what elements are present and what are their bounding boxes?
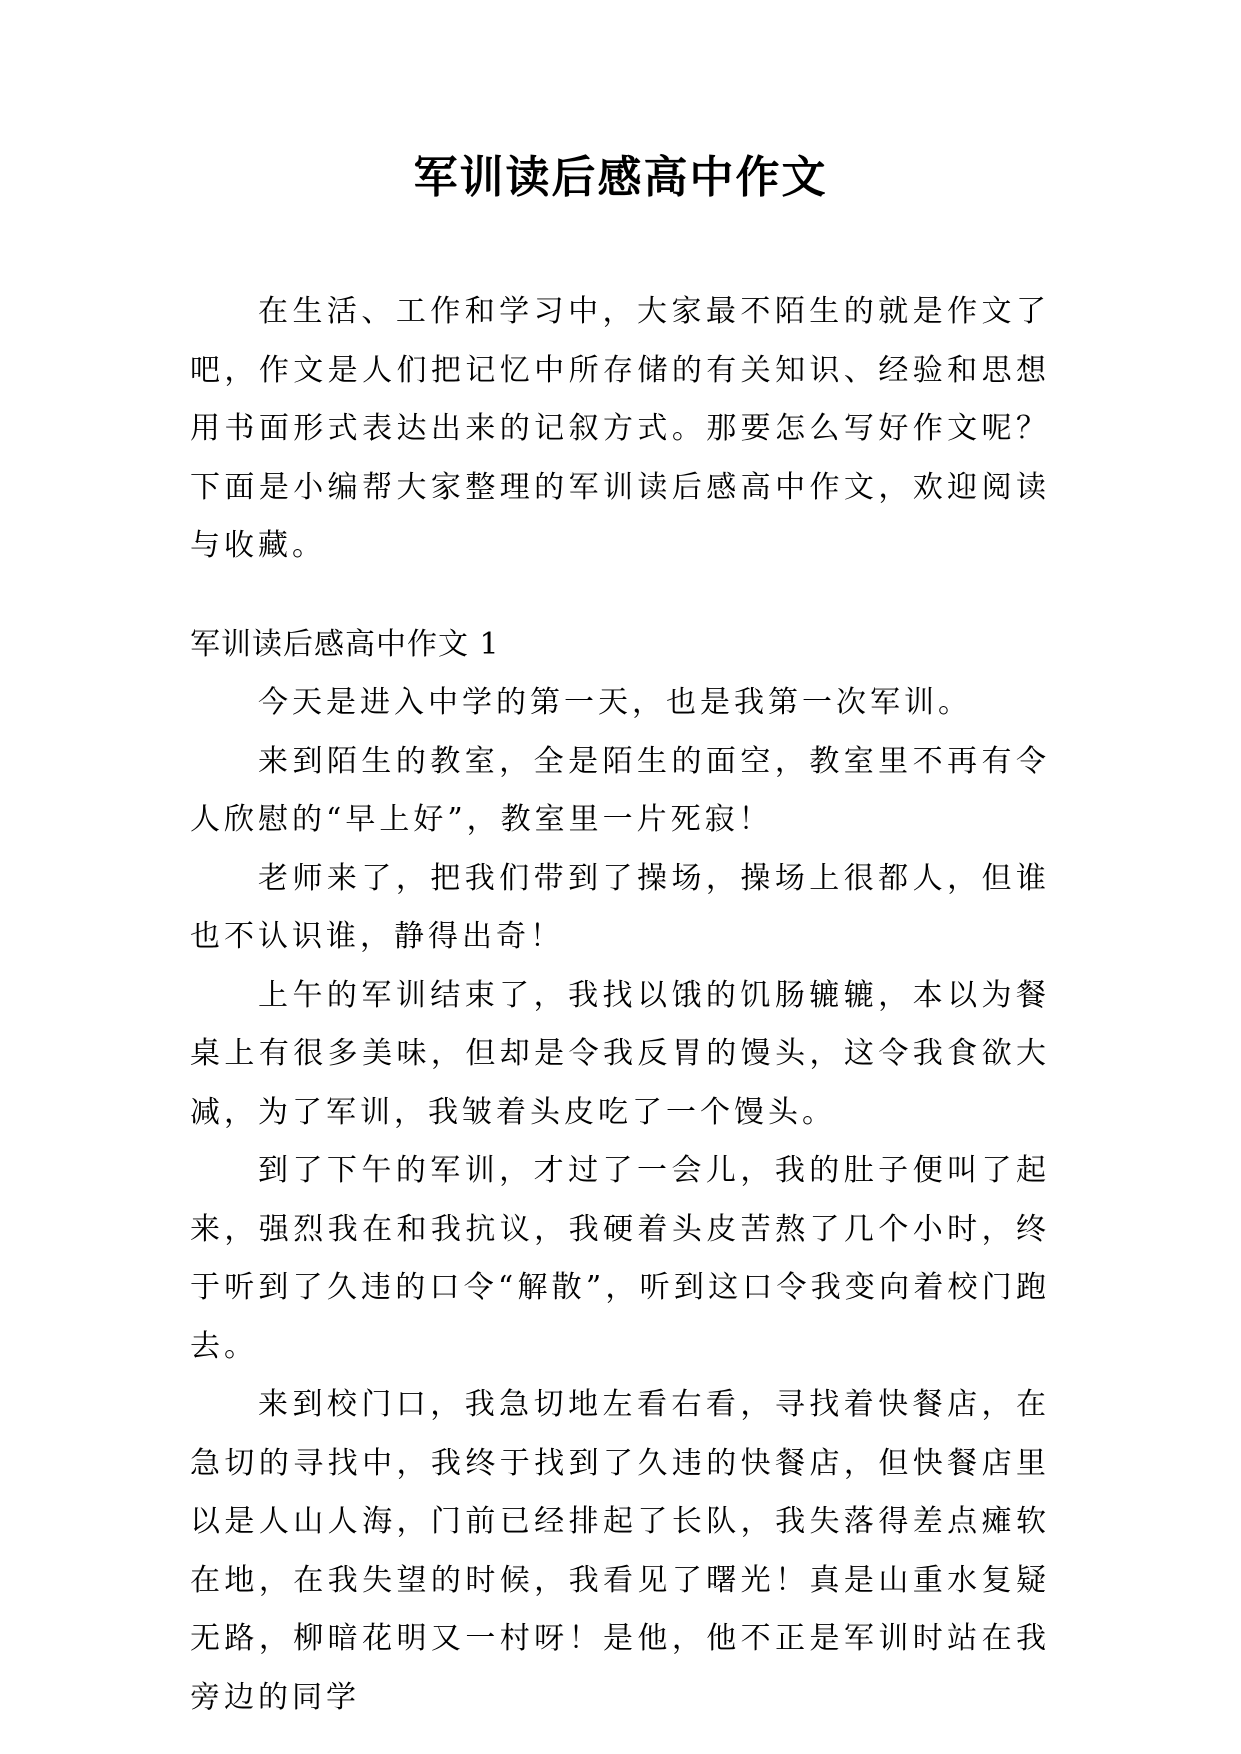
body-paragraph: 来到校门口，我急切地左看右看，寻找着快餐店，在急切的寻找中，我终于找到了久违的快餐店，但快餐店里以是人山人海，门前已经排起了长队，我失落得差点瘫软在地，在我失望的时候，我看见了曙光！真是山重水复疑无路，柳暗花明又一村呀！是他，他不正是军训时站在我旁边的同学 [190, 1387, 1050, 1715]
document-title: 军训读后感高中作文 [413, 152, 828, 203]
body-paragraph: 老师来了，把我们带到了操场，操场上很都人，但谁也不认识谁，静得出奇！ [190, 860, 1050, 954]
body-paragraph: 今天是进入中学的第一天，也是我第一次军训。 [258, 685, 972, 720]
body-paragraph: 到了下午的军训，才过了一会儿，我的肚子便叫了起来，强烈我在和我抗议，我硬着头皮苦熬了几个小时，终于听到了久违的口令“解散”，听到这口令我变向着校门跑去。 [190, 1153, 1050, 1364]
body-paragraph: 上午的军训结束了，我找以饿的饥肠辘辘，本以为餐桌上有很多美味，但却是令我反胃的馒头，这令我食欲大减，为了军训，我皱着头皮吃了一个馒头。 [190, 977, 1050, 1130]
document-body [190, 283, 1050, 1727]
section-title: 军训读后感高中作文 1 [190, 626, 500, 662]
intro-paragraph: 在生活、工作和学习中，大家最不陌生的就是作文了吧，作文是人们把记忆中所存储的有关知识、经验和思想用书面形式表达出来的记叙方式。那要怎么写好作文呢？下面是小编帮大家整理的军训读后感高中作文，欢迎阅读与收藏。 [190, 294, 1050, 563]
body-paragraph: 来到陌生的教室，全是陌生的面空，教室里不再有令人欣慰的“早上好”，教室里一片死寂！ [190, 743, 1050, 837]
